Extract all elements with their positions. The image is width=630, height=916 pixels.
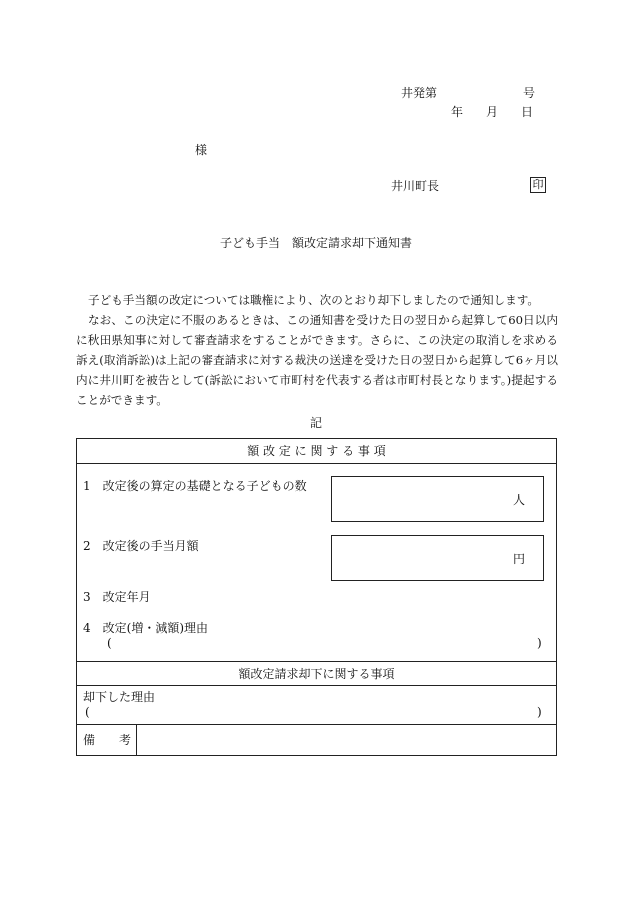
child-count-box [331,476,544,522]
date-month: 月 [486,105,499,119]
addressee-suffix: 様 [195,143,208,157]
rejection-paren-open: ( [85,705,90,719]
item2-label: 2 改定後の手当月額 [83,539,199,553]
date-day: 日 [521,105,534,119]
issuer-name: 井川町長 [391,179,440,193]
details-table [76,438,557,756]
item4-label: 4 改定(増・減額)理由 [83,621,208,635]
rejection-paren-close: ) [537,705,542,719]
body-paragraph-1: 子ども手当額の改定については職権により、次のとおり却下しましたので通知します。 [88,293,539,307]
monthly-amount-box [331,535,544,581]
seal-mark: 印 [530,177,546,193]
item1-label: 1 改定後の算定の基礎となる子どもの数 [83,479,307,493]
remarks-label: 備 考 [83,733,132,747]
doc-number-prefix: 井発第 [401,86,438,100]
remarks-row [77,724,556,755]
item3-label: 3 改定年月 [83,590,151,604]
doc-number-suffix: 号 [523,86,536,100]
section1-heading: 額 改 定 に 関 す る 事 項 [247,444,386,458]
monthly-amount-unit: 円 [512,552,525,566]
divider [77,661,556,662]
reason-paren-open: ( [107,636,112,650]
record-label: 記 [310,416,323,430]
remarks-divider [136,724,137,755]
child-count-unit: 人 [512,493,525,507]
reason-paren-close: ) [537,636,542,650]
rejection-reason-label: 却下した理由 [83,690,156,704]
divider [77,463,556,464]
divider [77,685,556,686]
body-paragraph-2: なお、この決定に不服のあるときは、この通知書を受けた日の翌日から起算して60日以内に秋田県知事に対して審査請求をすることができます。さらに、この決定の取消しを求める訴え(取消訴訟)は上記の審査請求に対する裁決の送達を受けた日の翌日から起算して6ヶ月以内に井川町を被告として(訴訟において市町村を代表する者は市町村長となります。)提起することができます。 [76,313,558,407]
section2-heading: 額改定請求却下に関する事項 [238,667,395,681]
document-title: 子ども手当 額改定請求却下通知書 [220,236,413,250]
date-year: 年 [451,105,464,119]
